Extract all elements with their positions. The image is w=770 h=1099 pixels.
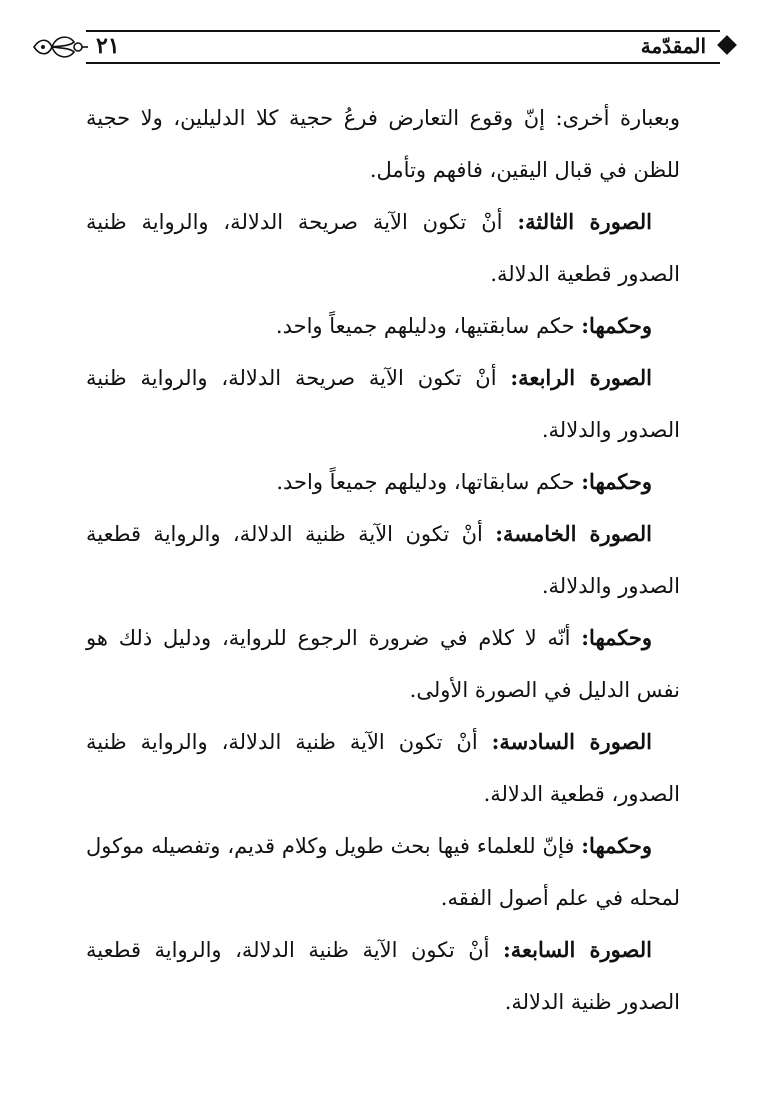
paragraph-text: أنْ تكون الآية صريحة الدلالة، والرواية ظنية الصدور والدلالة. (86, 366, 680, 442)
paragraph-text: فإنّ للعلماء فيها بحث طويل وكلام قديم، وتفصيله موكول لمحله في علم أصول الفقه. (86, 834, 680, 910)
paragraph (86, 92, 680, 196)
paragraph-text: حكم سابقتيها، ودليلهم جميعاً واحد. (275, 314, 582, 338)
paragraph-text: أنْ تكون الآية ظنية الدلالة، والرواية ظنية الصدور، قطعية الدلالة. (86, 730, 680, 806)
paragraph-text: أنْ تكون الآية صريحة الدلالة، والرواية ظنية الصدور قطعية الدلالة. (86, 210, 680, 286)
paragraph (86, 716, 680, 820)
paragraph-text: حكم سابقاتها، ودليلهم جميعاً واحد. (276, 470, 582, 494)
paragraph-label: الصورة الرابعة: (510, 365, 653, 390)
paragraph (86, 612, 680, 716)
paragraph (86, 456, 680, 508)
paragraph-text: وبعبارة أخرى: إنّ وقوع التعارض فرعُ حجية كلا الدليلين، ولا حجية للظن في قبال اليقين، فافهم وتأمل. (86, 106, 680, 182)
paragraph-label: وحكمها: (581, 833, 652, 858)
paragraph-label: وحكمها: (581, 313, 652, 338)
paragraph-label: الصورة الخامسة: (495, 521, 652, 546)
paragraph-text: أنْ تكون الآية ظنية الدلالة، والرواية قطعية الصدور ظنية الدلالة. (86, 938, 680, 1014)
paragraph-text: أنّه لا كلام في ضرورة الرجوع للرواية، ودليل ذلك هو نفس الدليل في الصورة الأولى. (86, 626, 680, 702)
diamond-ornament-icon (717, 35, 737, 55)
paragraph (86, 300, 680, 352)
page-header (24, 30, 734, 74)
paragraph-label: الصورة السادسة: (491, 729, 652, 754)
body-text (86, 92, 680, 1028)
paragraph (86, 352, 680, 456)
paragraph-text: أنْ تكون الآية ظنية الدلالة، والرواية قطعية الصدور والدلالة. (86, 522, 680, 598)
paragraph-label: وحكمها: (581, 625, 652, 650)
floral-ornament-icon (30, 32, 88, 62)
paragraph-label: الصورة الثالثة: (517, 209, 652, 234)
paragraph (86, 820, 680, 924)
paragraph (86, 196, 680, 300)
paragraph-label: وحكمها: (581, 469, 652, 494)
paragraph (86, 924, 680, 1028)
page-number: ٢١ (96, 33, 120, 59)
header-rule (86, 30, 720, 64)
paragraph-label: الصورة السابعة: (503, 937, 652, 962)
paragraph (86, 508, 680, 612)
chapter-title: المقدّمة (640, 34, 706, 58)
